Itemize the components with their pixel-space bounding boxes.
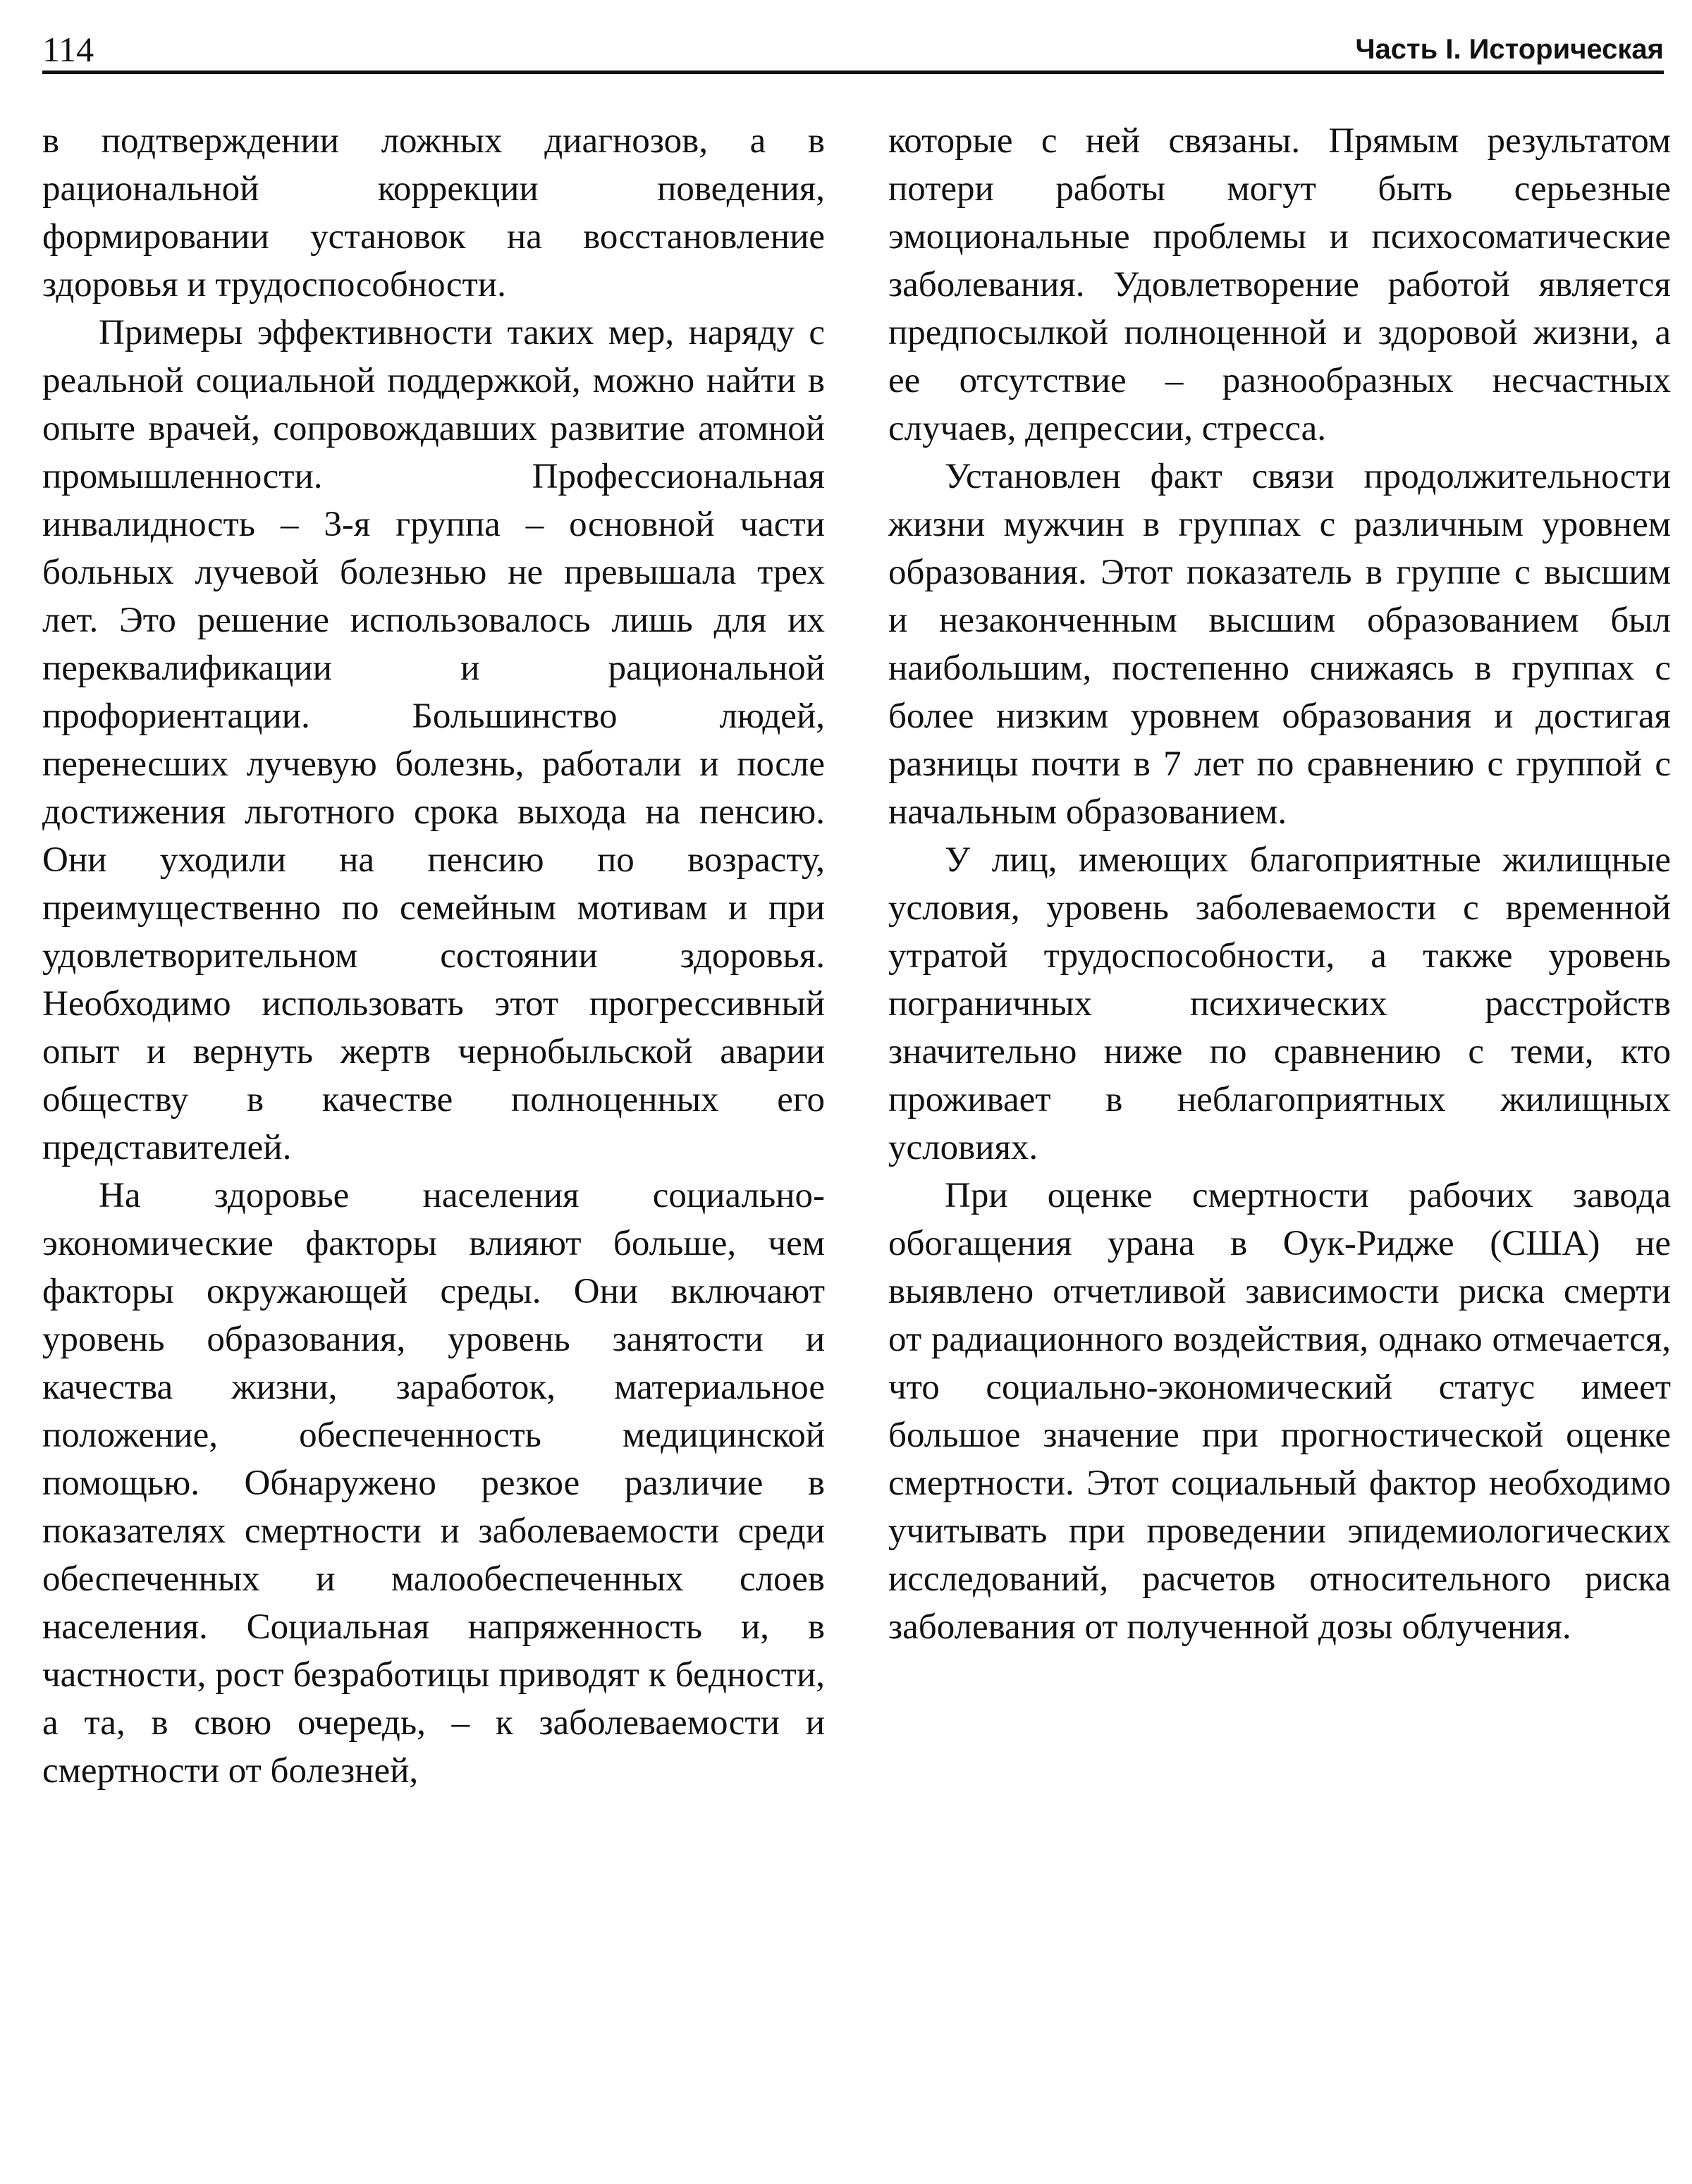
paragraph: которые с ней связаны. Прямым результатом потери работы могут быть серьезные эмоциональные проблемы и психосоматические заболевания. Удовлетворение работой является предпосылкой полноценной и здоровой жизни, а ее отсутствие – разнообразных несчастных случаев, депрессии, стресса.: [888, 121, 1671, 448]
paragraph: При оценке смертности рабочих завода обогащения урана в Оук-Ридже (США) не выявлено отчетливой зависимости риска смерти от радиационного воздействия, однако отмечается, что социально-экономический статус имеет большое значение при прогностической оценке смертности. Этот социальный фактор необходимо учитывать при проведении эпидемиологических исследований, расчетов относительного риска заболевания от полученной дозы облучения.: [888, 1176, 1671, 1647]
page-number: 114: [42, 30, 94, 69]
right-column: [888, 117, 1671, 1651]
paragraph: На здоровье населения социально-экономические факторы влияют больше, чем факторы окружающей среды. Они включают уровень образования, уровень занятости и качества жизни, заработок, материальное положение, обеспеченность медицинской помощью. Обнаружено резкое различие в показателях смертности и заболеваемости среди обеспеченных и малообеспеченных слоев населения. Социальная напряженность и, в частности, рост безработицы приводят к бедности, а та, в свою очередь, – к заболеваемости и смертности от болезней,: [42, 1176, 825, 1791]
paragraph: Установлен факт связи продолжительности жизни мужчин в группах с различным уровнем образования. Этот показатель в группе с высшим и незаконченным высшим образованием был наибольшим, постепенно снижаясь в группах с более низким уровнем образования и достигая разницы почти в 7 лет по сравнению с группой с начальным образованием.: [888, 457, 1671, 832]
paragraph: в подтверждении ложных диагнозов, а в рациональной коррекции поведения, формировании установок на восстановление здоровья и трудоспособности.: [42, 121, 825, 305]
page-header: [42, 28, 1664, 74]
running-title: Часть I. Историческая: [1355, 34, 1664, 65]
left-column: [42, 117, 825, 1795]
paragraph: Примеры эффективности таких мер, наряду с реальной социальной поддержкой, можно найти в опыте врачей, сопровождавших развитие атомной промышленности. Профессиональная инвалидность – 3-я группа – основной части больных лучевой болезнью не превышала трех лет. Это решение использовалось лишь для их переквалификации и рациональной профориентации. Большинство людей, перенесших лучевую болезнь, работали и после достижения льготного срока выхода на пенсию. Они уходили на пенсию по возрасту, преимущественно по семейным мотивам и при удовлетворительном состоянии здоровья. Необходимо использовать этот прогрессивный опыт и вернуть жертв чернобыльской аварии обществу в качестве полноценных его представителей.: [42, 313, 825, 1167]
paragraph: У лиц, имеющих благоприятные жилищные условия, уровень заболеваемости с временной утратой трудоспособности, а также уровень пограничных психических расстройств значительно ниже по сравнению с теми, кто проживает в неблагоприятных жилищных условиях.: [888, 840, 1671, 1167]
